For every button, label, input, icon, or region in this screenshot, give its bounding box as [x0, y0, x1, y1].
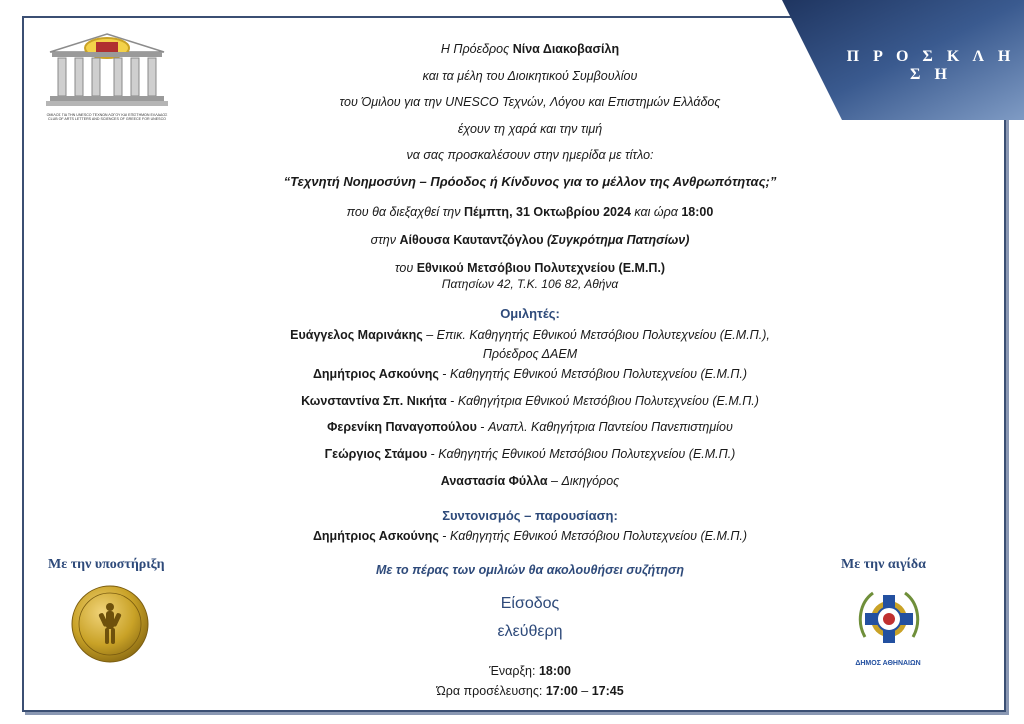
intro-line-2: και τα μέλη του Διοικητικού Συμβουλίου — [422, 69, 638, 83]
speaker-name: Γεώργιος Στάμου — [324, 447, 428, 461]
moderator-row — [200, 529, 860, 543]
speaker-row — [200, 394, 860, 408]
intro-line-5: να σας προσκαλέσουν στην ημερίδα με τίτλο: — [406, 148, 654, 162]
arrival-label: Ώρα προσέλευσης: — [436, 684, 546, 698]
ntua-medal-icon — [71, 585, 149, 663]
club-logo — [42, 30, 172, 120]
moderator-name: Δημήτριος Ασκούνης — [312, 529, 439, 543]
hall-name: Αίθουσα Καυταντζόγλου — [399, 233, 544, 247]
event-title: “Τεχνητή Νοημοσύνη – Πρόοδος ή Κίνδυνος για το μέλλον της Ανθρωπότητας;” — [283, 174, 777, 189]
president-name: Νίνα Διακοβασίλη — [512, 42, 620, 56]
speaker-role: Αναπλ. Καθηγήτρια Παντείου Πανεπιστημίου — [488, 420, 733, 434]
speaker-name: Κωνσταντίνα Σπ. Νικήτα — [301, 394, 447, 408]
discussion-note: Με το πέρας των ομιλιών θα ακολουθήσει συζήτηση — [376, 563, 684, 577]
speaker-role: Καθηγητής Εθνικού Μετσόβιου Πολυτεχνείου (Ε.Μ.Π.) — [438, 447, 736, 461]
speaker-row — [200, 420, 860, 434]
speaker-row — [200, 447, 860, 461]
intro-line-3: του Όμιλου για την UNESCO Τεχνών, Λόγου και Επιστημών Ελλάδος — [339, 95, 721, 109]
speaker-role: Καθηγήτρια Εθνικού Μετσόβιου Πολυτεχνείου (Ε.Μ.Π.) — [457, 394, 759, 408]
speaker-name: Ευάγγελος Μαρινάκης — [290, 328, 423, 342]
speaker-sep: - — [427, 447, 439, 461]
start-value: 18:00 — [538, 664, 571, 678]
speaker-name: Δημήτριος Ασκούνης — [312, 367, 439, 381]
invitation-title: Π Ρ Ο Σ Κ Λ Η Σ Η — [846, 48, 1016, 83]
event-address: Πατησίων 42, Τ.Κ. 106 82, Αθήνα — [441, 277, 619, 291]
temple-logo-icon — [42, 30, 172, 108]
speaker-role: Δικηγόρος — [561, 474, 620, 488]
intro-line-4: έχουν τη χαρά και την τιμή — [457, 122, 603, 136]
speaker-row — [200, 474, 860, 488]
moderator-sep: - — [438, 529, 451, 543]
speaker-role-2: Πρόεδρος ΔΑΕΜ — [482, 347, 578, 361]
intro-text: Η Πρόεδρος — [440, 42, 513, 56]
logo-caption-en: CLUB OF ARTS LETTERS AND SCIENCES OF GREECE FOR UNESCO — [48, 117, 166, 121]
arrival-to: 17:45 — [591, 684, 624, 698]
arrival-dash: – — [577, 684, 592, 698]
start-time — [200, 664, 860, 678]
entry-line-1: Είσοδος — [500, 595, 560, 612]
event-where — [200, 233, 860, 247]
speakers-heading: Ομιλητές: — [500, 306, 560, 321]
entry-line-2: ελεύθερη — [497, 623, 563, 640]
speaker-role: Επικ. Καθηγητής Εθνικού Μετσόβιου Πολυτεχνείου (Ε.Μ.Π.), — [436, 328, 770, 342]
speaker-name: Αναστασία Φύλλα — [440, 474, 548, 488]
when-mid: και ώρα — [630, 205, 682, 219]
speaker-sep: – — [547, 474, 562, 488]
where-pre: στην — [370, 233, 400, 247]
logo-caption-gr: ΟΜΙΛΟΣ ΓΙΑ ΤΗΝ UNESCO ΤΕΧΝΩΝ ΛΟΓΟΥ ΚΑΙ ΕΠΙΣΤΗΜΩΝ ΕΛΛΑΔΟΣ — [46, 113, 168, 117]
event-time: 18:00 — [681, 205, 714, 219]
org-pre: του — [394, 261, 417, 275]
when-pre: που θα διεξαχθεί την — [346, 205, 464, 219]
aegis-label: Με την αιγίδα — [841, 557, 926, 572]
moderation-heading: Συντονισμός – παρουσίαση: — [442, 508, 618, 523]
speaker-sep: - — [438, 367, 451, 381]
athens-municipality-emblem-icon — [853, 583, 925, 655]
speaker-sep: - — [476, 420, 489, 434]
arrival-from: 17:00 — [545, 684, 578, 698]
intro-line-1 — [200, 42, 860, 56]
support-label: Με την υποστήριξη — [48, 557, 165, 572]
arrival-time — [200, 684, 860, 698]
event-when — [200, 205, 860, 219]
speaker-sep: – — [422, 328, 437, 342]
speaker-name: Φερενίκη Παναγοπούλου — [327, 420, 477, 434]
event-date: Πέμπτη, 31 Οκτωβρίου 2024 — [463, 205, 631, 219]
complex-name: (Συγκρότημα Πατησίων) — [543, 233, 690, 247]
org-name: Εθνικού Μετσόβιου Πολυτεχνείου (Ε.Μ.Π.) — [416, 261, 666, 275]
speaker-sep: - — [446, 394, 458, 408]
speaker-row — [200, 328, 860, 342]
event-org — [200, 261, 860, 275]
speaker-role: Καθηγητής Εθνικού Μετσόβιου Πολυτεχνείου (Ε.Μ.Π.) — [450, 367, 748, 381]
moderator-role: Καθηγητής Εθνικού Μετσόβιου Πολυτεχνείου (Ε.Μ.Π.) — [450, 529, 748, 543]
start-label: Έναρξη: — [489, 664, 539, 678]
speaker-row — [200, 367, 860, 381]
athens-emblem-caption: ΔΗΜΟΣ ΑΘΗΝΑΙΩΝ — [855, 660, 921, 667]
